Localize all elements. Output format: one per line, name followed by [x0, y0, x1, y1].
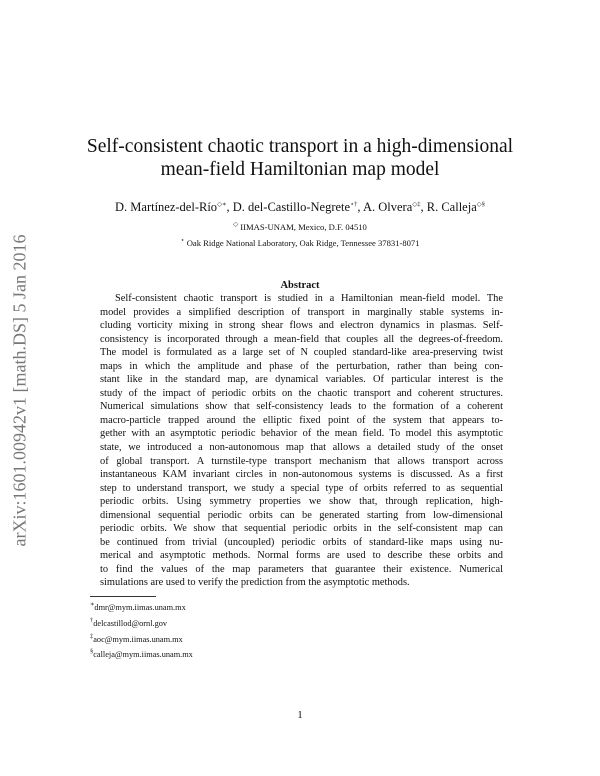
abstract-line: be continued from trivial (uncoupled) periodic orbits of standard-like maps using nu-: [100, 536, 503, 548]
author-name: R. Calleja: [426, 200, 477, 215]
arxiv-identifier: arXiv:1601.00942v1 [math.DS] 5 Jan 2016: [9, 234, 30, 547]
abstract-line: of global transport. A turnstile-type transport mechanism that allows transport across: [100, 455, 503, 467]
abstract-line: The model is formulated as a large set of N coupled standard-like area-preserving twist: [100, 347, 503, 359]
author-name: A. Olvera: [362, 200, 413, 215]
page-number: 1: [297, 709, 303, 721]
abstract-heading: Abstract: [280, 280, 320, 291]
title-line: Self-consistent chaotic transport in a high-dimensional: [86, 136, 514, 157]
abstract-line: periodic orbits. Using symmetry properties we show that, through replication, high-: [100, 496, 503, 508]
paper-title: [0, 135, 600, 181]
abstract-line: consistency is incorporated through a mean-field that couples all the degrees-of-freedom.: [100, 333, 503, 345]
abstract-line: stant like in the standard map, are dynamical variables. Of particular interest is the: [100, 374, 503, 386]
abstract-line: dimensional sequential periodic orbits can be generated starting from low-dimensional: [100, 509, 503, 521]
affiliation: [0, 236, 600, 248]
abstract-line: maps in which the amplitude and phase of the perturbation, rather than being con-: [100, 360, 503, 372]
abstract-line: study of the impact of periodic orbits on the chaotic transport and coherent structures.: [100, 387, 503, 399]
footnote-rule: [90, 596, 156, 597]
abstract-line: to find the values of the map parameters that guarantee their existence. Numerical: [100, 563, 503, 575]
affiliation-text: IIMAS-UNAM, Mexico, D.F. 04510: [240, 221, 367, 232]
abstract-line: gether with an asymptotic periodic behavior of the mean field. To model this asymptotic: [100, 428, 503, 440]
footnote: †delcastillod@ornl.gov: [90, 616, 168, 628]
author-mark: ◇§: [476, 201, 485, 208]
abstract-line: state, we introduced a non-autonomous map that allows a detailed study of the onset: [100, 442, 503, 454]
footnote: §calleja@mym.iimas.unam.mx: [90, 648, 193, 660]
abstract-line: macro-particle trapped around the elliptic fixed point of the system that appears to-: [100, 414, 503, 426]
abstract-line: Self-consistent chaotic transport is studied in a Hamiltonian mean-field model. The: [115, 293, 503, 304]
author-name: D. del-Castillo-Negrete: [232, 200, 351, 215]
abstract-line: cluding vorticity mixing in strong shear flows and electron dynamics in plasmas. Self-: [100, 320, 503, 332]
author-list: D. Martínez-del-Río◇∗, D. del-Castillo-Negrete⋆†, A. Olvera◇‡, R. Calleja◇§: [115, 200, 485, 215]
abstract-line: Numerical simulations show that self-consistency leads to the formation of a coherent: [100, 401, 503, 413]
abstract-line: periodic orbits. We show that sequential periodic orbits in the self-consistent map can: [100, 523, 503, 535]
affiliation-mark: ◇: [233, 221, 239, 228]
abstract-line: step to understand transport, we study a special type of orbits referred to as sequential: [100, 482, 503, 494]
affiliation-text: Oak Ridge National Laboratory, Oak Ridge, Tennessee 37831-8071: [186, 237, 420, 248]
affiliation-mark: ⋆: [180, 237, 185, 244]
abstract-line: simulations are used to verify the prediction from the asymptotic methods.: [100, 577, 410, 589]
abstract-line: instantaneous KAM invariant circles in non-autonomous systems is discussed. As a first: [100, 469, 503, 481]
affiliation: [0, 220, 600, 232]
footnotes: [90, 598, 193, 661]
author-name: D. Martínez-del-Río: [115, 200, 218, 215]
author-mark: ◇‡: [412, 201, 421, 208]
abstract-line: model provides a simplified description of transport in marginally stable systems in-: [100, 306, 503, 318]
title-line: mean-field Hamiltonian map model: [160, 159, 440, 180]
abstract-line: merical and asymptotic methods. Normal forms are used to describe these orbits and: [100, 550, 503, 562]
abstract-body: [100, 292, 503, 590]
footnote: ∗dmr@mym.iimas.unam.mx: [90, 601, 186, 612]
author-mark: ◇∗: [217, 201, 227, 208]
author-mark: ⋆†: [350, 201, 358, 208]
footnote: ‡aoc@mym.iimas.unam.mx: [90, 632, 183, 644]
